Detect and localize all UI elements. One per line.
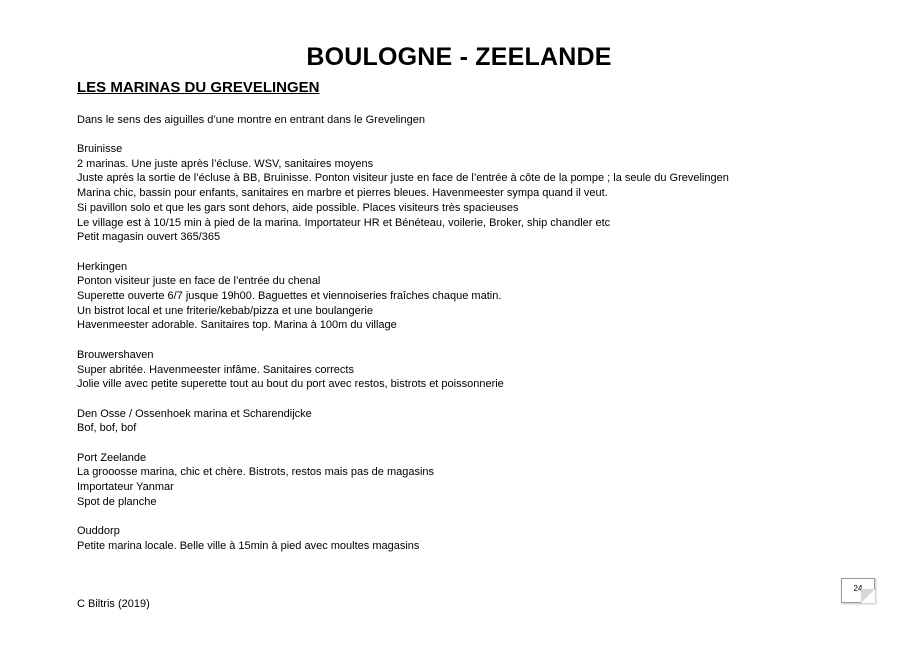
page-number-box <box>841 578 875 603</box>
footer-credit: C Biltris (2019) <box>77 598 150 610</box>
marina-entry <box>77 524 877 553</box>
intro-paragraph: Dans le sens des aiguilles d’une montre en entrant dans le Grevelingen <box>77 114 425 126</box>
marina-name: Bruinisse <box>77 143 123 155</box>
marina-name: Herkingen <box>77 260 128 273</box>
page-title: BOULOGNE - ZEELANDE <box>306 43 612 71</box>
marina-note: Bof, bof, bof <box>77 422 137 435</box>
marina-note: Spot de planche <box>77 495 157 508</box>
marina-entry <box>77 407 877 436</box>
marina-note: 2 marinas. Une juste après l’écluse. WSV, sanitaires moyens <box>77 157 374 170</box>
marina-note: Ponton visiteur juste en face de l’entrée du chenal <box>77 275 321 288</box>
marina-note: Si pavillon solo et que les gars sont dehors, aide possible. Places visiteurs très spacieuses <box>77 201 519 214</box>
marina-entry <box>77 451 877 510</box>
marina-note: Le village est à 10/15 min à pied de la marina. Importateur HR et Bénéteau, voilerie, Broker, ship chandler etc <box>77 216 611 229</box>
marina-note: Importateur Yanmar <box>77 481 174 494</box>
marina-note: La grooosse marina, chic et chère. Bistrots, restos mais pas de magasins <box>77 466 435 479</box>
marina-note: Un bistrot local et une friterie/kebab/pizza et une boulangerie <box>77 304 373 317</box>
marina-note: Superette ouverte 6/7 jusque 19h00. Baguettes et viennoiseries fraîches chaque matin. <box>77 290 502 303</box>
marina-entry <box>77 348 877 392</box>
marina-note: Super abritée. Havenmeester infâme. Sanitaires corrects <box>77 363 354 376</box>
marina-note: Petite marina locale. Belle ville à 15min à pied avec moultes magasins <box>77 539 420 552</box>
marina-note: Jolie ville avec petite superette tout au bout du port avec restos, bistrots et poissonnerie <box>77 378 504 391</box>
marina-note: Havenmeester adorable. Sanitaires top. Marina à 100m du village <box>77 319 397 332</box>
marina-name: Den Osse / Ossenhoek marina et Scharendijcke <box>77 407 312 420</box>
marina-entry <box>77 260 877 334</box>
section-heading: LES MARINAS DU GREVELINGEN <box>77 79 320 96</box>
marina-entry <box>77 142 877 245</box>
marina-name: Port Zeelande <box>77 451 147 464</box>
page-curl-icon <box>861 589 875 603</box>
marina-name: Brouwershaven <box>77 348 154 361</box>
page-number: 24 <box>853 584 863 593</box>
marina-list <box>77 142 877 568</box>
marina-note: Juste après la sortie de l’écluse à BB, Bruinisse. Ponton visiteur juste en face de l’entrée à côte de la pompe ; la seule du Grevelingen <box>77 172 729 185</box>
marina-note: Petit magasin ouvert 365/365 <box>77 231 221 244</box>
marina-note: Marina chic, bassin pour enfants, sanitaires en marbre et pierres bleues. Havenmeester sympa quand il veut. <box>77 187 608 200</box>
marina-name: Ouddorp <box>77 525 120 538</box>
